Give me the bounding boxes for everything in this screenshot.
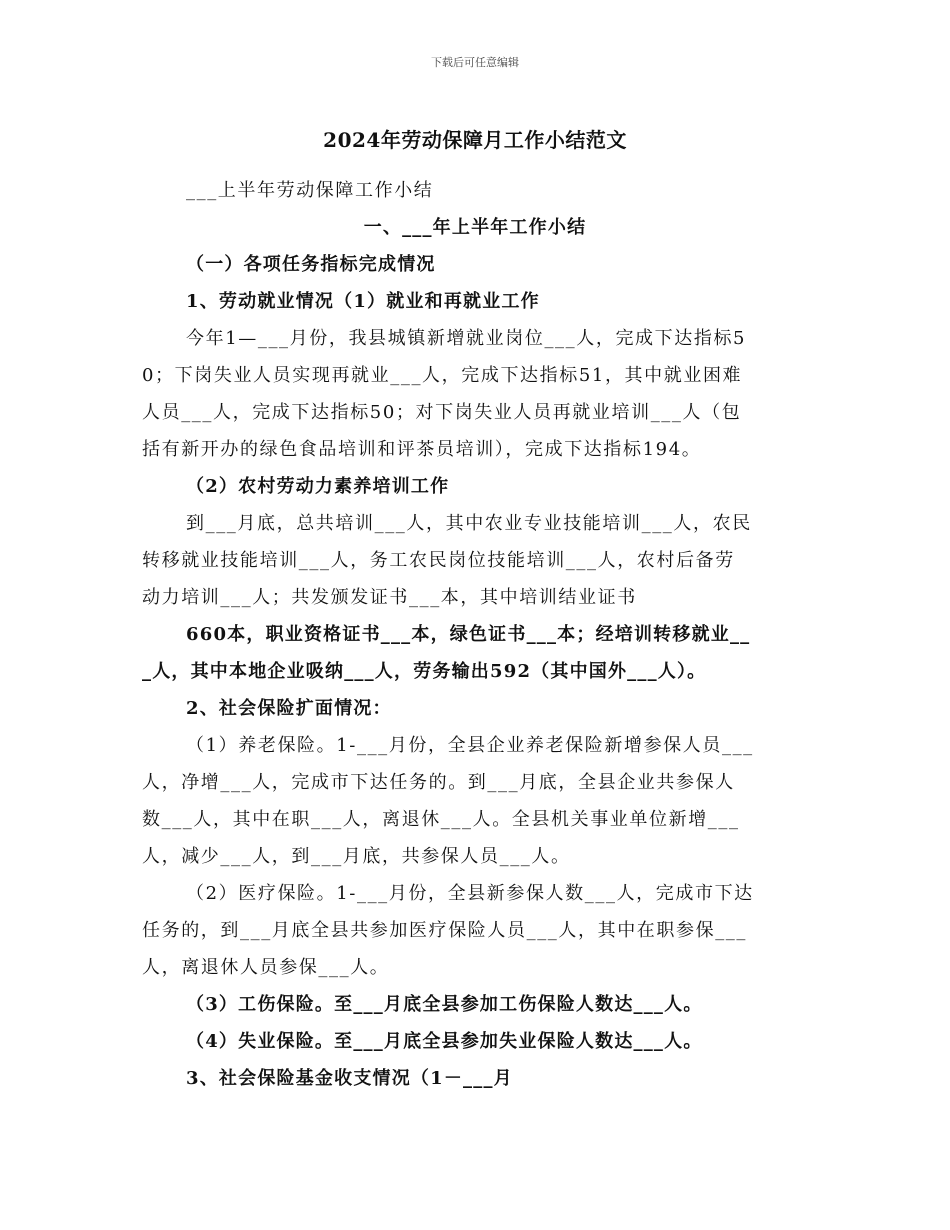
section-heading: 一、___年上半年工作小结	[363, 217, 587, 238]
paragraph-line: 人，净增___人，完成市下达任务的。到___月底，全县企业共参保人	[142, 772, 735, 793]
paragraph-line: 人，减少___人，到___月底，共参保人员___人。	[142, 846, 571, 867]
page-header-note: 下载后可任意编辑	[431, 56, 519, 69]
paragraph-line: _人，其中本地企业吸纳___人，劳务输出592（其中国外___人）。	[142, 661, 707, 682]
paragraph-line: （4）失业保险。至___月底全县参加失业保险人数达___人。	[186, 1031, 703, 1052]
subsection-heading: （2）农村劳动力素养培训工作	[186, 476, 450, 497]
subsection-heading: 3、社会保险基金收支情况（1－___月	[186, 1068, 513, 1089]
paragraph-line: ___上半年劳动保障工作小结	[186, 180, 434, 201]
subsection-heading: 1、劳动就业情况（1）就业和再就业工作	[186, 291, 540, 312]
paragraph-line: 0；下岗失业人员实现再就业___人，完成下达指标51，其中就业困难	[142, 365, 743, 386]
paragraph-line: 转移就业技能培训___人，务工农民岗位技能培训___人，农村后备劳	[142, 550, 735, 571]
subsection-heading: 2、社会保险扩面情况：	[186, 698, 392, 719]
paragraph-line: 660本，职业资格证书___本，绿色证书___本；经培训转移就业__	[186, 624, 751, 645]
paragraph-line: 人，离退休人员参保___人。	[142, 957, 390, 978]
subsection-heading: （一）各项任务指标完成情况	[186, 254, 436, 275]
paragraph-line: （1）养老保险。1-___月份，全县企业养老保险新增参保人员___	[186, 735, 754, 756]
paragraph-line: 动力培训___人；共发颁发证书___本，其中培训结业证书	[142, 587, 637, 608]
paragraph-line: 今年1—___月份，我县城镇新增就业岗位___人，完成下达指标5	[186, 328, 747, 349]
paragraph-line: 到___月底，总共培训___人，其中农业专业技能培训___人，农民	[186, 513, 752, 534]
paragraph-line: 人员___人，完成下达指标50；对下岗失业人员再就业培训___人（包	[142, 402, 742, 423]
paragraph-line: 数___人，其中在职___人，离退休___人。全县机关事业单位新增___	[142, 809, 740, 830]
paragraph-line: （2）医疗保险。1-___月份，全县新参保人数___人，完成市下达	[186, 883, 754, 904]
paragraph-line: 括有新开办的绿色食品培训和评茶员培训），完成下达指标194。	[142, 439, 702, 460]
paragraph-line: （3）工伤保险。至___月底全县参加工伤保险人数达___人。	[186, 994, 703, 1015]
paragraph-line: 任务的，到___月底全县共参加医疗保险人员___人，其中在职参保___	[142, 920, 747, 941]
document-title: 2024年劳动保障月工作小结范文	[323, 128, 627, 152]
